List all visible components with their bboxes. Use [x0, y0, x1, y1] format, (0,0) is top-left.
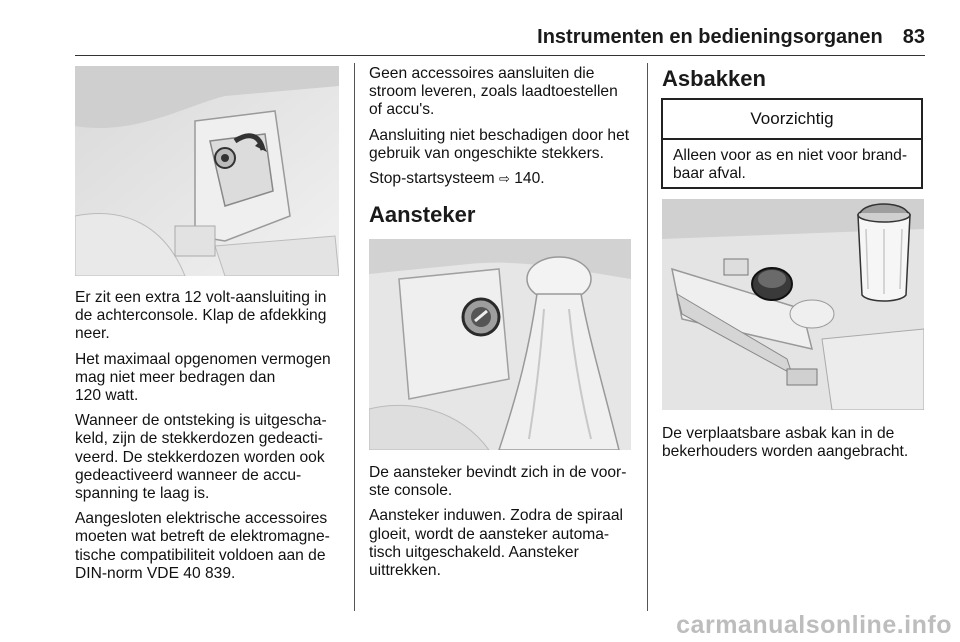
paragraph: De verplaatsbare asbak kan in de bekerhouders worden aangebracht.	[662, 425, 909, 461]
column-3-text	[662, 425, 924, 468]
column-2-lower-text	[369, 464, 639, 587]
reference-page: 140.	[514, 170, 545, 188]
section-heading-asbakken: Asbakken	[662, 66, 766, 91]
caution-box	[661, 98, 923, 189]
paragraph: Geen accessoires aansluiten die stroom leveren, zoals laadtoestellen of accu's.	[369, 65, 618, 119]
paragraph: Er zit een extra 12 volt-aansluiting in de achterconsole. Klap de afdekking neer.	[75, 289, 327, 343]
paragraph: De aansteker bevindt zich in de voor- ste console.	[369, 464, 627, 500]
cross-reference[interactable]	[369, 170, 639, 188]
ashtray-drawing	[662, 199, 924, 410]
paragraph: Aansluiting niet beschadigen door het gebruik van ongeschikte stekkers.	[369, 126, 630, 162]
ashtray-illustration	[662, 199, 924, 410]
paragraph: Het maximaal opgenomen vermogen mag niet meer bedragen dan 120 watt.	[75, 350, 331, 405]
header-rule	[75, 55, 925, 56]
column-1-text	[75, 289, 345, 590]
reference-arrow-icon: ⇨	[499, 171, 510, 187]
column-divider-1	[354, 63, 355, 611]
rear-socket-drawing	[75, 66, 339, 276]
lighter-illustration	[369, 239, 631, 450]
paragraph: Aangesloten elektrische accessoires moeten wat betreft de elektromagne- tische compatibiliteit voldoen aan de DIN-norm VDE 40 839.	[75, 510, 330, 582]
rear-socket-illustration	[75, 66, 339, 276]
paragraph: Aansteker induwen. Zodra de spiraal gloeit, wordt de aansteker automa- tisch uitgeschakeld. Aansteker uittrekken.	[369, 507, 623, 580]
caution-title: Voorzichtig	[663, 100, 921, 140]
column-2-text	[369, 65, 639, 228]
caution-body: Alleen voor as en niet voor brand- baar afval.	[673, 147, 908, 183]
lighter-drawing	[369, 239, 631, 450]
paragraph: Wanneer de ontsteking is uitgescha- keld, zijn de stekkerdozen gedeacti- veerd. De stekkerdozen worden ook gedeactiveerd wanneer de accu- spanning te laag is.	[75, 412, 327, 503]
section-heading-aansteker: Aansteker	[369, 202, 476, 228]
column-divider-2	[647, 63, 648, 611]
page-header	[520, 26, 925, 56]
watermark[interactable]: carmanualsonline.info	[676, 611, 952, 639]
section-title: Instrumenten en bedieningsorganen	[537, 26, 883, 48]
page-number: 83	[902, 26, 925, 48]
reference-text: Stop-startsysteem	[369, 170, 495, 188]
